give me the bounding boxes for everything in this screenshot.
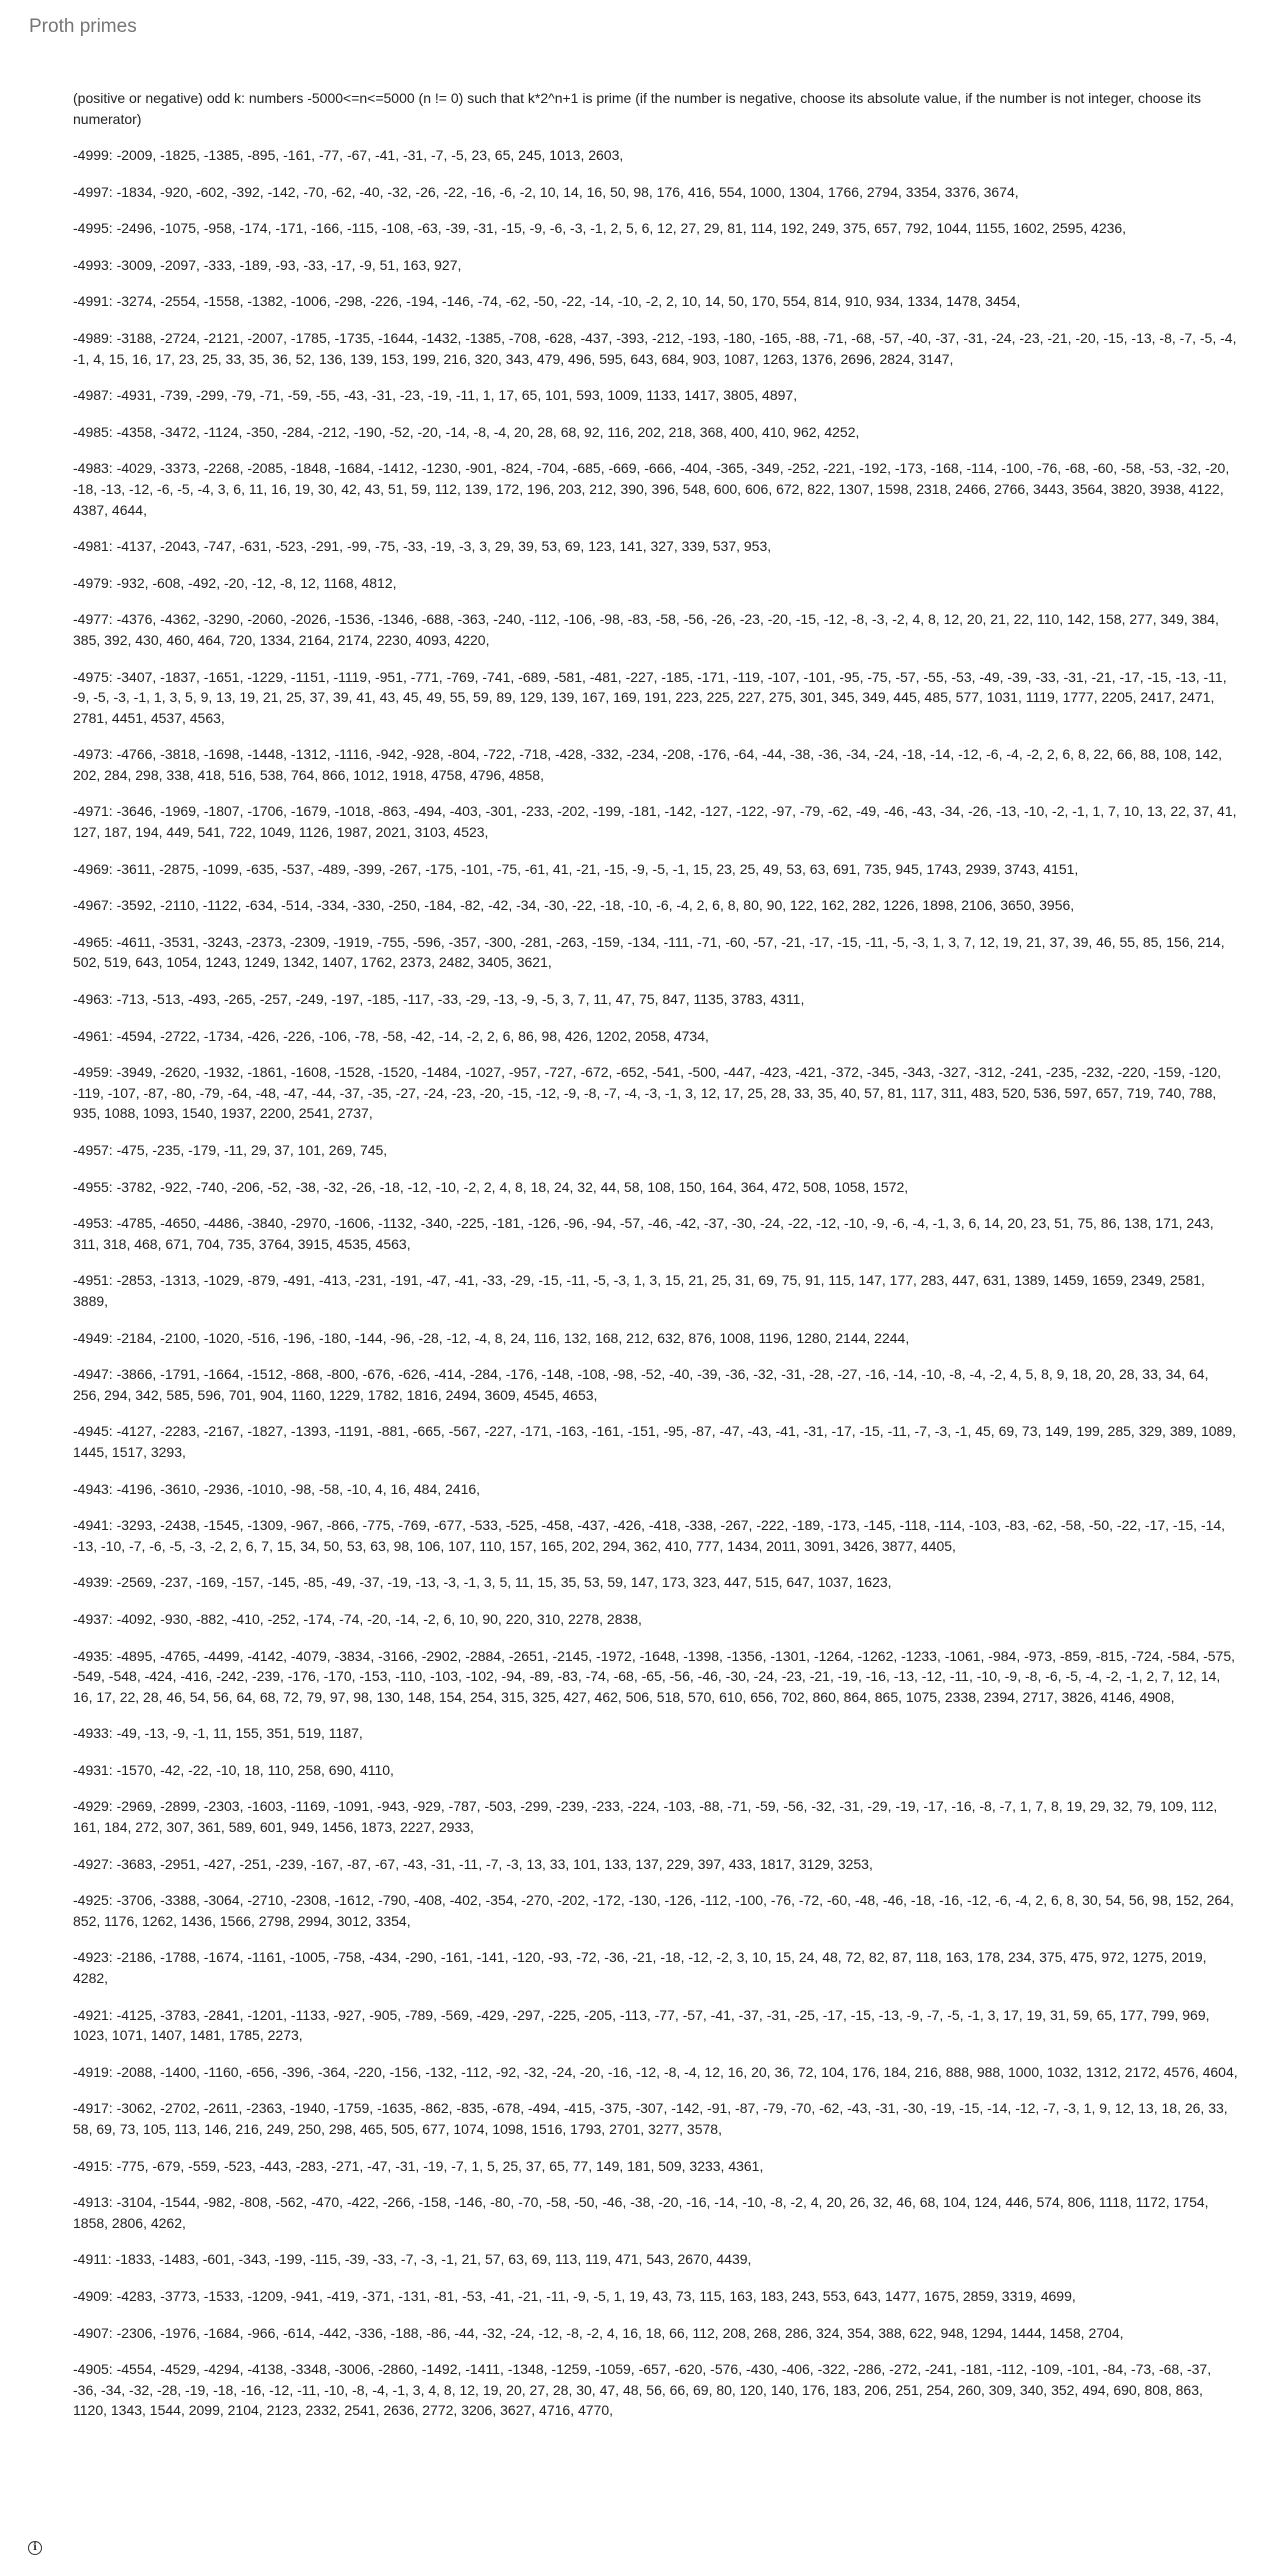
entry-row: -4949: -2184, -2100, -1020, -516, -196, -180, -144, -96, -28, -12, -4, 8, 24, 116, 132, 168, 212, 632, 876, 1008, 1196, 1280, 2144, 2244, <box>73 1329 910 1346</box>
entry-row: -4941: -3293, -2438, -1545, -1309, -967, -866, -775, -769, -677, -533, -525, -458, -437, -426, -418, -338, -267, -222, -189, -173, -145, -118, -114, -103, -83, -62, -58, -50, -22, -17, -15, -14, -13, -10, -7, -6, -5, -3, -2, 2, 6, 7, 15, 34, 50, 53, 63, 98, 106, 107, 110, 157, 165, 202, 294, 362, 410, 777, 1434, 2011, 3091, 3426, 3877, 4405, <box>73 1517 1226 1554</box>
entry-row: -4931: -1570, -42, -22, -10, 18, 110, 258, 690, 4110, <box>73 1761 394 1778</box>
entry-row: -4919: -2088, -1400, -1160, -656, -396, -364, -220, -156, -132, -112, -92, -32, -24, -20, -16, -12, -8, -4, 12, 16, 20, 36, 72, 104, 176, 184, 216, 888, 988, 1000, 1032, 1312, 2172, 4576, 4604, <box>73 2063 1238 2080</box>
entry-row: -4959: -3949, -2620, -1932, -1861, -1608, -1528, -1520, -1484, -1027, -957, -727, -672, -652, -541, -500, -447, -423, -421, -372, -345, -343, -327, -312, -241, -235, -232, -220, -159, -120, -119, -107, -87, -80, -79, -64, -48, -47, -44, -37, -35, -27, -24, -23, -20, -15, -12, -9, -8, -7, -4, -3, -1, 3, 12, 17, 25, 28, 33, 35, 40, 57, 81, 117, 311, 483, 520, 536, 597, 657, 719, 740, 788, 935, 1088, 1093, 1540, 1937, 2200, 2541, 2737, <box>73 1064 1221 1122</box>
entry-row: -4943: -4196, -3610, -2936, -1010, -98, -58, -10, 4, 16, 484, 2416, <box>73 1480 481 1497</box>
entry-row: -4995: -2496, -1075, -958, -174, -171, -166, -115, -108, -63, -39, -31, -15, -9, -6, -3, -1, 2, 5, 6, 12, 27, 29, 81, 114, 192, 249, 375, 657, 792, 1044, 1155, 1602, 2595, 4236, <box>73 220 1127 237</box>
entry-row: -4977: -4376, -4362, -3290, -2060, -2026, -1536, -1346, -688, -363, -240, -112, -106, -98, -83, -58, -56, -26, -23, -20, -15, -12, -8, -3, -2, 4, 8, 12, 20, 21, 22, 110, 142, 158, 277, 349, 384, 385, 392, 430, 460, 464, 720, 1334, 2164, 2174, 2230, 4093, 4220, <box>73 611 1219 648</box>
entry-row: -4989: -3188, -2724, -2121, -2007, -1785, -1735, -1644, -1432, -1385, -708, -628, -437, -393, -212, -193, -180, -165, -88, -71, -68, -57, -40, -37, -31, -24, -23, -21, -20, -15, -13, -8, -7, -5, -4, -1, 4, 15, 16, 17, 23, 25, 33, 35, 36, 52, 136, 139, 153, 199, 216, 320, 343, 479, 496, 595, 643, 684, 903, 1087, 1263, 1376, 2696, 2824, 3147, <box>73 329 1237 367</box>
entry-row: -4935: -4895, -4765, -4499, -4142, -4079, -3834, -3166, -2902, -2884, -2651, -2145, -1972, -1648, -1398, -1356, -1301, -1264, -1262, -1233, -1061, -984, -973, -859, -815, -724, -584, -575, -549, -548, -424, -416, -242, -239, -176, -170, -153, -110, -103, -102, -94, -89, -83, -74, -68, -65, -56, -46, -30, -24, -23, -21, -19, -16, -13, -12, -11, -10, -9, -8, -6, -5, -4, -2, -1, 2, 7, 12, 14, 16, 17, 22, 28, 46, 54, 56, 64, 68, 72, 79, 97, 98, 130, 148, 154, 254, 315, 325, 427, 462, 506, 518, 570, 610, 656, 702, 860, 864, 865, 1075, 2338, 2394, 2717, 3826, 4146, 4908, <box>73 1647 1236 1705</box>
entry-row: -4971: -3646, -1969, -1807, -1706, -1679, -1018, -863, -494, -403, -301, -233, -202, -199, -181, -142, -127, -122, -97, -79, -62, -49, -46, -43, -34, -26, -13, -10, -2, -1, 1, 7, 10, 13, 22, 37, 41, 127, 187, 194, 449, 541, 722, 1049, 1126, 1987, 2021, 3103, 4523, <box>73 803 1237 841</box>
entry-row: -4979: -932, -608, -492, -20, -12, -8, 12, 1168, 4812, <box>73 574 397 591</box>
entry-row: -4907: -2306, -1976, -1684, -966, -614, -442, -336, -188, -86, -44, -32, -24, -12, -8, -2, 4, 16, 18, 66, 112, 208, 268, 286, 324, 354, 388, 622, 948, 1294, 1444, 1458, 2704, <box>73 2324 1124 2341</box>
entry-row: -4927: -3683, -2951, -427, -251, -239, -167, -87, -67, -43, -31, -11, -7, -3, 13, 33, 101, 133, 137, 229, 397, 433, 1817, 3129, 3253, <box>73 1855 873 1872</box>
page-title: Proth primes <box>29 16 137 37</box>
entry-row: -4967: -3592, -2110, -1122, -634, -514, -334, -330, -250, -184, -82, -42, -34, -30, -22, -18, -10, -6, -4, 2, 6, 8, 80, 90, 122, 162, 282, 1226, 1898, 2106, 3650, 3956, <box>73 897 1075 914</box>
entry-row: -4951: -2853, -1313, -1029, -879, -491, -413, -231, -191, -47, -41, -33, -29, -15, -11, -5, -3, 1, 3, 15, 21, 25, 31, 69, 75, 91, 115, 147, 177, 283, 447, 631, 1389, 1459, 1659, 2349, 2581, 3889, <box>73 1272 1205 1309</box>
entry-row: -4921: -4125, -3783, -2841, -1201, -1133, -927, -905, -789, -569, -429, -297, -225, -205, -113, -77, -57, -41, -37, -31, -25, -17, -15, -13, -9, -7, -5, -1, 3, 17, 19, 31, 59, 65, 177, 799, 969, 1023, 1071, 1407, 1481, 1785, 2273, <box>73 2006 1210 2044</box>
entry-row: -4939: -2569, -237, -169, -157, -145, -85, -49, -37, -19, -13, -3, -1, 3, 5, 11, 15, 35, 53, 59, 147, 173, 323, 447, 515, 647, 1037, 1623, <box>73 1574 892 1591</box>
entry-row: -4909: -4283, -3773, -1533, -1209, -941, -419, -371, -131, -81, -53, -41, -21, -11, -9, -5, 1, 19, 43, 73, 115, 163, 183, 243, 553, 643, 1477, 1675, 2859, 3319, 4699, <box>73 2287 1076 2304</box>
entry-row: -4961: -4594, -2722, -1734, -426, -226, -106, -78, -58, -42, -14, -2, 2, 6, 86, 98, 426, 1202, 2058, 4734, <box>73 1027 709 1044</box>
entry-row: -4957: -475, -235, -179, -11, 29, 37, 101, 269, 745, <box>73 1142 388 1158</box>
entry-row: -4953: -4785, -4650, -4486, -3840, -2970, -1606, -1132, -340, -225, -181, -126, -96, -94, -57, -46, -42, -37, -30, -24, -22, -12, -10, -9, -6, -4, -1, 3, 6, 14, 20, 23, 51, 75, 86, 138, 171, 243, 311, 318, 468, 671, 704, 735, 3764, 3915, 4535, 4563, <box>73 1215 1214 1252</box>
entry-row: -4945: -4127, -2283, -2167, -1827, -1393, -1191, -881, -665, -567, -227, -171, -163, -161, -151, -95, -87, -47, -43, -41, -31, -17, -15, -11, -7, -3, -1, 45, 69, 73, 149, 199, 285, 329, 389, 1089, 1445, 1517, 3293, <box>73 1423 1237 1460</box>
entry-row: -4987: -4931, -739, -299, -79, -71, -59, -55, -43, -31, -23, -19, -11, 1, 17, 65, 101, 593, 1009, 1133, 1417, 3805, 4897, <box>73 387 798 404</box>
entry-row: -4955: -3782, -922, -740, -206, -52, -38, -32, -26, -18, -12, -10, -2, 2, 4, 8, 18, 24, 32, 44, 58, 108, 150, 164, 364, 472, 508, 1058, 1572, <box>73 1178 909 1195</box>
entry-row: -4999: -2009, -1825, -1385, -895, -161, -77, -67, -41, -31, -7, -5, 23, 65, 245, 1013, 2603, <box>73 147 624 163</box>
entry-row: -4969: -3611, -2875, -1099, -635, -537, -489, -399, -267, -175, -101, -75, -61, 41, -21, -15, -9, -5, -1, 15, 23, 25, 49, 53, 63, 691, 735, 945, 1743, 2939, 3743, 4151, <box>73 860 1079 877</box>
entry-row: -4913: -3104, -1544, -982, -808, -562, -470, -422, -266, -158, -146, -80, -70, -58, -50, -46, -38, -20, -16, -14, -10, -8, -2, 4, 20, 26, 32, 46, 68, 104, 124, 446, 574, 806, 1118, 1172, 1754, 1858, 2806, 4262, <box>73 2194 1209 2231</box>
entry-row: -4929: -2969, -2899, -2303, -1603, -1169, -1091, -943, -929, -787, -503, -299, -239, -233, -224, -103, -88, -71, -59, -56, -32, -31, -29, -19, -17, -16, -8, -7, 1, 7, 8, 19, 29, 32, 79, 109, 112, 161, 184, 272, 307, 361, 589, 601, 949, 1456, 1873, 2227, 2933, <box>73 1798 1218 1836</box>
entry-row: -4965: -4611, -3531, -3243, -2373, -2309, -1919, -755, -596, -357, -300, -281, -263, -159, -134, -111, -71, -60, -57, -21, -17, -15, -11, -5, -3, 1, 3, 7, 12, 19, 21, 37, 39, 46, 55, 85, 156, 214, 502, 519, 643, 1054, 1243, 1249, 1342, 1407, 1762, 2373, 2482, 3405, 3621, <box>73 933 1225 971</box>
entry-row: -4963: -713, -513, -493, -265, -257, -249, -197, -185, -117, -33, -29, -13, -9, -5, 3, 7, 11, 47, 75, 847, 1135, 3783, 4311, <box>73 991 805 1008</box>
entry-row: -4947: -3866, -1791, -1664, -1512, -868, -800, -676, -626, -414, -284, -176, -148, -108, -98, -52, -40, -39, -36, -32, -31, -28, -27, -16, -14, -10, -8, -4, -2, 4, 5, 8, 9, 18, 20, 28, 33, 34, 64, 256, 294, 342, 585, 596, 701, 904, 1160, 1229, 1782, 1816, 2494, 3609, 4545, 4653, <box>73 1366 1209 1403</box>
entry-row: -4991: -3274, -2554, -1558, -1382, -1006, -298, -226, -194, -146, -74, -62, -50, -22, -14, -10, -2, 2, 10, 14, 50, 170, 554, 814, 910, 934, 1334, 1478, 3454, <box>73 293 1021 310</box>
entry-row: -4993: -3009, -2097, -333, -189, -93, -33, -17, -9, 51, 163, 927, <box>73 256 462 273</box>
entry-row: -4925: -3706, -3388, -3064, -2710, -2308, -1612, -790, -408, -402, -354, -270, -202, -172, -130, -126, -112, -100, -76, -72, -60, -48, -46, -18, -16, -12, -6, -4, 2, 6, 8, 30, 54, 56, 98, 152, 264, 852, 1176, 1262, 1436, 1566, 2798, 2994, 3012, 3354, <box>73 1892 1234 1929</box>
entry-row: -4937: -4092, -930, -882, -410, -252, -174, -74, -20, -14, -2, 6, 10, 90, 220, 310, 2278, 2838, <box>73 1610 642 1627</box>
entry-row: -4997: -1834, -920, -602, -392, -142, -70, -62, -40, -32, -26, -22, -16, -6, -2, 10, 14, 16, 50, 98, 176, 416, 554, 1000, 1304, 1766, 2794, 3354, 3376, 3674, <box>73 183 1019 200</box>
content-area <box>73 88 1238 2437</box>
info-icon[interactable]: i <box>28 2541 42 2555</box>
entry-row: -4905: -4554, -4529, -4294, -4138, -3348, -3006, -2860, -1492, -1411, -1348, -1259, -1059, -657, -620, -576, -430, -406, -322, -286, -272, -241, -181, -112, -109, -101, -84, -73, -68, -37, -36, -34, -32, -28, -19, -18, -16, -12, -11, -10, -8, -4, -1, 3, 4, 8, 12, 19, 20, 27, 28, 30, 47, 48, 56, 66, 69, 80, 120, 140, 176, 183, 206, 251, 254, 260, 309, 340, 352, 494, 690, 808, 863, 1120, 1343, 1544, 2099, 2104, 2123, 2332, 2541, 2636, 2772, 3206, 3627, 4716, 4770, <box>73 2361 1212 2419</box>
entry-row: -4911: -1833, -1483, -601, -343, -199, -115, -39, -33, -7, -3, -1, 21, 57, 63, 69, 113, 119, 471, 543, 2670, 4439, <box>73 2251 752 2268</box>
intro-text: (positive or negative) odd k: numbers -5000<=n<=5000 (n != 0) such that k*2^n+1 is prime (if the number is negative, choose its absolute value, if the number is not integer, choose its numerator) <box>73 90 1201 127</box>
entry-row: -4983: -4029, -3373, -2268, -2085, -1848, -1684, -1412, -1230, -901, -824, -704, -685, -669, -666, -404, -365, -349, -252, -221, -192, -173, -168, -114, -100, -76, -68, -60, -58, -53, -32, -20, -18, -13, -12, -6, -5, -4, 3, 6, 11, 16, 19, 30, 42, 43, 51, 59, 112, 139, 172, 196, 203, 212, 390, 396, 548, 600, 606, 672, 822, 1307, 1598, 2318, 2466, 2766, 3443, 3564, 3820, 3938, 4122, 4387, 4644, <box>73 460 1230 518</box>
entry-row: -4923: -2186, -1788, -1674, -1161, -1005, -758, -434, -290, -161, -141, -120, -93, -72, -36, -21, -18, -12, -2, 3, 10, 15, 24, 48, 72, 82, 87, 118, 163, 178, 234, 375, 475, 972, 1275, 2019, 4282, <box>73 1949 1207 1987</box>
entries-list <box>73 145 1238 2421</box>
entry-row: -4975: -3407, -1837, -1651, -1229, -1151, -1119, -951, -771, -769, -741, -689, -581, -481, -227, -185, -171, -119, -107, -101, -95, -75, -57, -55, -53, -49, -39, -33, -31, -21, -17, -15, -13, -11, -9, -5, -3, -1, 1, 3, 5, 9, 13, 19, 21, 25, 37, 39, 41, 43, 45, 49, 55, 59, 89, 129, 139, 167, 169, 191, 223, 225, 227, 275, 301, 345, 349, 445, 485, 577, 1031, 1119, 1777, 2205, 2417, 2471, 2781, 4451, 4537, 4563, <box>73 668 1227 726</box>
entry-row: -4973: -4766, -3818, -1698, -1448, -1312, -1116, -942, -928, -804, -722, -718, -428, -332, -234, -208, -176, -64, -44, -38, -36, -34, -24, -18, -14, -12, -6, -4, -2, 2, 6, 8, 22, 66, 88, 108, 142, 202, 284, 298, 338, 418, 516, 538, 764, 866, 1012, 1918, 4758, 4796, 4858, <box>73 746 1222 783</box>
entry-row: -4933: -49, -13, -9, -1, 11, 155, 351, 519, 1187, <box>73 1725 363 1742</box>
entry-row: -4981: -4137, -2043, -747, -631, -523, -291, -99, -75, -33, -19, -3, 3, 29, 39, 53, 69, 123, 141, 327, 339, 537, 953, <box>73 538 772 555</box>
entry-row: -4917: -3062, -2702, -2611, -2363, -1940, -1759, -1635, -862, -835, -678, -494, -415, -375, -307, -142, -91, -87, -79, -70, -62, -43, -31, -30, -19, -15, -14, -12, -7, -3, 1, 9, 12, 13, 18, 26, 33, 58, 69, 73, 105, 113, 146, 216, 249, 250, 298, 465, 505, 677, 1074, 1098, 1516, 1793, 2701, 3277, 3578, <box>73 2100 1228 2137</box>
entry-row: -4985: -4358, -3472, -1124, -350, -284, -212, -190, -52, -20, -14, -8, -4, 20, 28, 68, 92, 116, 202, 218, 368, 400, 410, 962, 4252, <box>73 423 860 440</box>
entry-row: -4915: -775, -679, -559, -523, -443, -283, -271, -47, -31, -19, -7, 1, 5, 25, 37, 65, 77, 149, 181, 509, 3233, 4361, <box>73 2157 764 2174</box>
